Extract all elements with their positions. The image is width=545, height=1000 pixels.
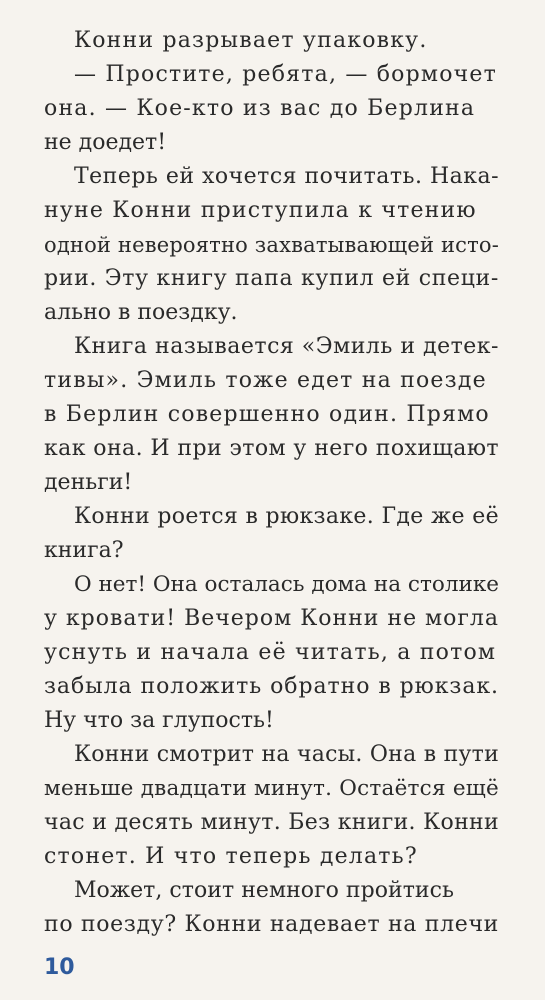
text-line: не доедет! [44, 130, 167, 155]
text-line: одной невероятно захватывающей исто- [44, 233, 499, 257]
text-line: Ну что за глупость! [44, 708, 274, 733]
text-line: тивы». Эмиль тоже едет на поезде [44, 368, 487, 393]
text-line: по поезду? Конни надевает на плечи [44, 912, 499, 937]
text-line: рии. Эту книгу папа купил ей специ- [44, 266, 499, 291]
text-line: О нет! Она осталась дома на столике [74, 572, 499, 597]
text-line: она. — Кое-кто из вас до Берлина [44, 96, 476, 121]
text-line: уснуть и начала её читать, а потом [44, 640, 497, 665]
text-line: в Берлин совершенно один. Прямо [44, 402, 490, 427]
page-number: 10 [44, 955, 75, 980]
text-line: Теперь ей хочется почитать. Нака- [74, 164, 499, 189]
text-line: — Простите, ребята, — бормочет [74, 62, 497, 87]
text-line: Конни разрывает упаковку. [74, 28, 428, 53]
text-line: забыла положить обратно в рюкзак. [44, 674, 499, 699]
text-line: Книга называется «Эмиль и детек- [74, 334, 499, 359]
text-line: стонет. И что теперь делать? [44, 844, 418, 869]
text-line: Может, стоит немного пройтись [74, 878, 454, 903]
text-line: книга? [44, 538, 124, 563]
text-line: час и десять минут. Без книги. Конни [44, 810, 499, 835]
text-line: у кровати! Вечером Конни не могла [44, 606, 499, 631]
text-line: как она. И при этом у него похищают [44, 436, 499, 461]
text-line: ально в поездку. [44, 300, 238, 325]
text-line: нуне Конни приступила к чтению [44, 198, 477, 223]
text-line: деньги! [44, 470, 133, 495]
text-line: Конни смотрит на часы. Она в пути [74, 742, 499, 767]
text-line: Конни роется в рюкзаке. Где же её [74, 504, 499, 529]
text-line: меньше двадцати минут. Остаётся ещё [44, 776, 499, 801]
